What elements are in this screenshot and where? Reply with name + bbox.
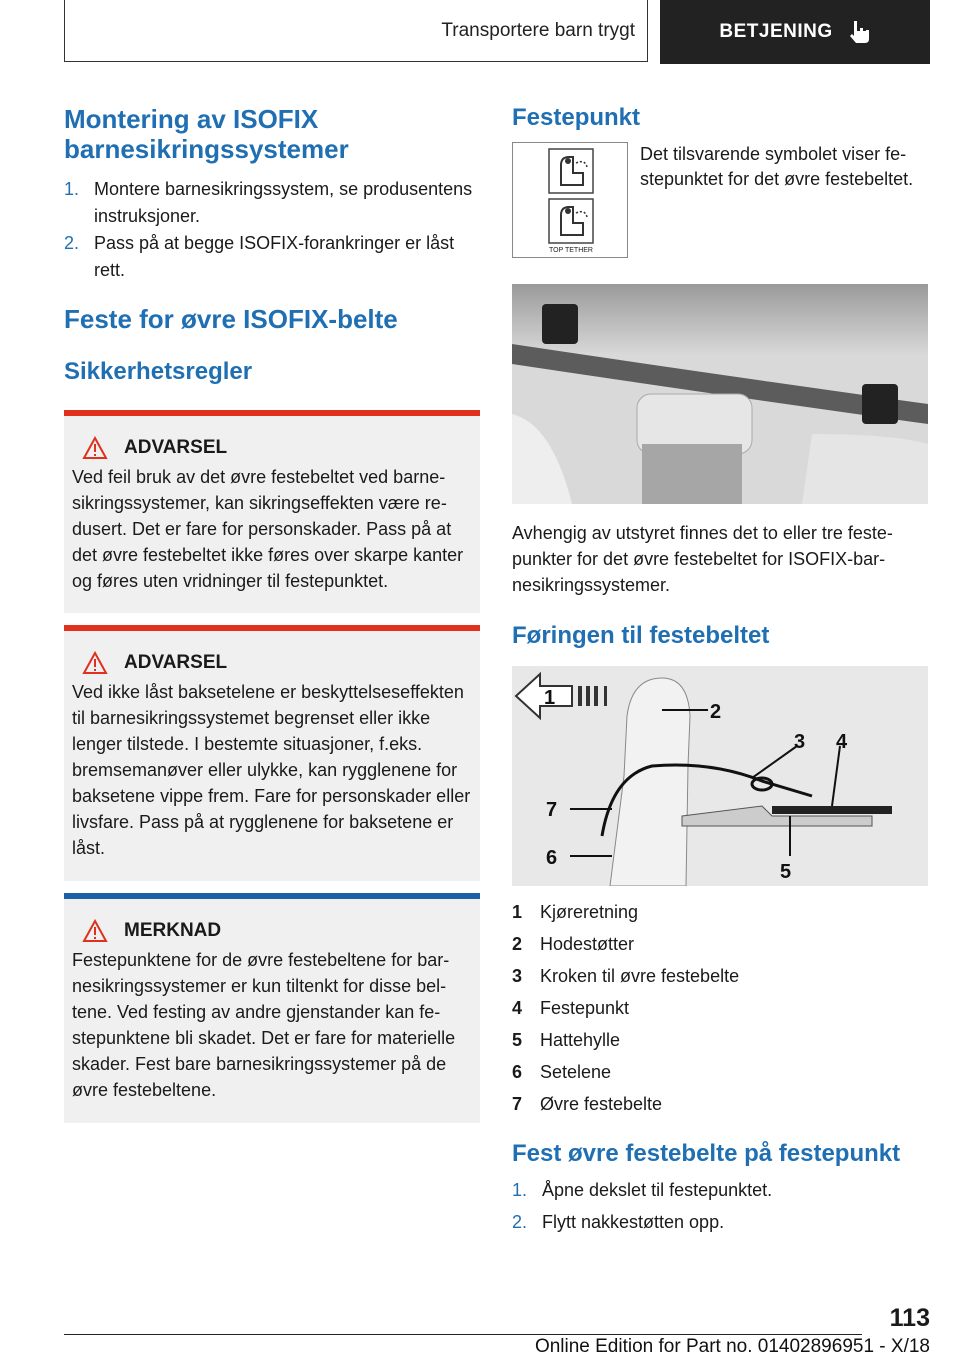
list-item (64, 230, 480, 284)
warning-box (64, 410, 480, 613)
warning-box (64, 625, 480, 881)
heading-top-tether: Feste for øvre ISOFIX-belte (64, 304, 398, 334)
belt-routing-illustration (512, 666, 928, 886)
list-item: 7 Øvre festebelte (512, 1094, 663, 1114)
step-number: 2. (512, 1212, 528, 1232)
top-tether-symbol-icon (513, 143, 627, 257)
shelf-description: Avhengig av utstyret finnes det to eller tre festepunkter for det øvre festebeltet for ISOFIX-barnesikringssystemer. (512, 523, 893, 595)
list-item: 3 Kroken til øvre festebelte (512, 966, 740, 986)
step-text: Åpne dekslet til festepunktet. (542, 1180, 773, 1200)
belt-routing-diagram (512, 666, 928, 886)
diagram-label-3: 3 (794, 731, 806, 753)
page-header (64, 0, 930, 64)
heading-anchor-point: Festepunkt (512, 104, 641, 131)
note-label: MERKNAD (124, 920, 222, 941)
heading-isofix-mounting: Montering av ISOFIX barnesikringssystemer (64, 104, 349, 164)
warning-text: Ved ikke låst baksetelene er beskyttelseseffekten til barnesikringssystemet begrenset eller ikke lenger tilstede. I bestemte situasjoner, f.eks. bremsemanøver eller ulykke, kan rygglenene for baksetene vippe frem. Fare for personskader eller livsfare. Pass på at rygglenene for baksetene er låst. (72, 682, 471, 858)
anchor-symbol-row (512, 142, 928, 264)
page-number: 113 (889, 1304, 930, 1332)
diagram-label-6: 6 (546, 847, 558, 869)
edition-note: Online Edition for Part no. 01402896951 - X/18 (534, 1336, 930, 1357)
note-text: Festepunktene for de øvre festebeltene for barnesikringssystemer er kun tiltenkt for disse beltene. Ved festing av andre gjenstander kan festepunktene bli skadet. Det er fare for materielle skader. Fest bare barnesikringssystemer på de øvre festebeltene. (72, 950, 456, 1100)
list-item (512, 1174, 928, 1206)
warning-triangle-icon (82, 651, 108, 675)
heading-belt-guide: Føringen til festebeltet (512, 622, 770, 649)
warning-triangle-icon (82, 919, 108, 943)
diagram-label-5: 5 (780, 861, 792, 883)
list-item: 2 Hodestøtter (512, 934, 635, 954)
list-item: 6 Setelene (512, 1062, 612, 1082)
anchor-symbol-image (512, 142, 628, 258)
step-number: 1. (64, 179, 80, 199)
parcel-shelf-photo (512, 284, 928, 504)
warning-text: Ved feil bruk av det øvre festebeltet ved barnesikringssystemer, kan sikringseffekten være redusert. Det er fare for personskader. Pass på at det øvre festebeltet ikke føres over skarpe kanter og føres uten vridninger til festepunktet. (72, 467, 464, 591)
diagram-label-4: 4 (836, 731, 848, 753)
step-text: Flytt nakkestøtten opp. (542, 1212, 725, 1232)
list-item: 5 Hattehylle (512, 1030, 621, 1050)
chapter-tab (660, 0, 930, 64)
list-item: 4 Festepunkt (512, 998, 630, 1018)
diagram-label-2: 2 (710, 701, 722, 723)
symbol-caption: TOP TETHER (549, 247, 593, 254)
chapter-label: BETJENING (719, 21, 833, 42)
attach-steps (512, 1174, 928, 1238)
footer-divider (64, 1334, 862, 1335)
diagram-legend (512, 896, 928, 1120)
section-title: Transportere barn trygt (64, 0, 648, 62)
diagram-label-1: 1 (544, 687, 556, 709)
isofix-steps (64, 176, 480, 284)
note-box (64, 893, 480, 1123)
diagram-label-7: 7 (546, 799, 558, 821)
left-column (64, 104, 480, 1123)
step-number: 1. (512, 1180, 528, 1200)
right-column (512, 104, 928, 1238)
heading-attach-belt: Fest øvre festebelte på festepunkt (512, 1140, 901, 1167)
anchor-description: Det tilsvarende symbolet viser festepunktet for det øvre festebeltet. (640, 144, 914, 189)
heading-safety-rules: Sikkerhetsregler (64, 358, 253, 385)
list-item (512, 1206, 928, 1238)
parcel-shelf-illustration (512, 284, 928, 504)
step-number: 2. (64, 233, 80, 253)
step-text: Pass på at begge ISOFIX-forankringer er låst rett. (94, 233, 455, 280)
pointing-hand-icon (845, 19, 871, 45)
step-text: Montere barnesikringssystem, se produsentens instruksjoner. (94, 179, 473, 226)
warning-triangle-icon (82, 436, 108, 460)
list-item (64, 176, 480, 230)
list-item: 1 Kjøreretning (512, 902, 639, 922)
warning-label: ADVARSEL (124, 437, 228, 458)
warning-label: ADVARSEL (124, 652, 228, 673)
